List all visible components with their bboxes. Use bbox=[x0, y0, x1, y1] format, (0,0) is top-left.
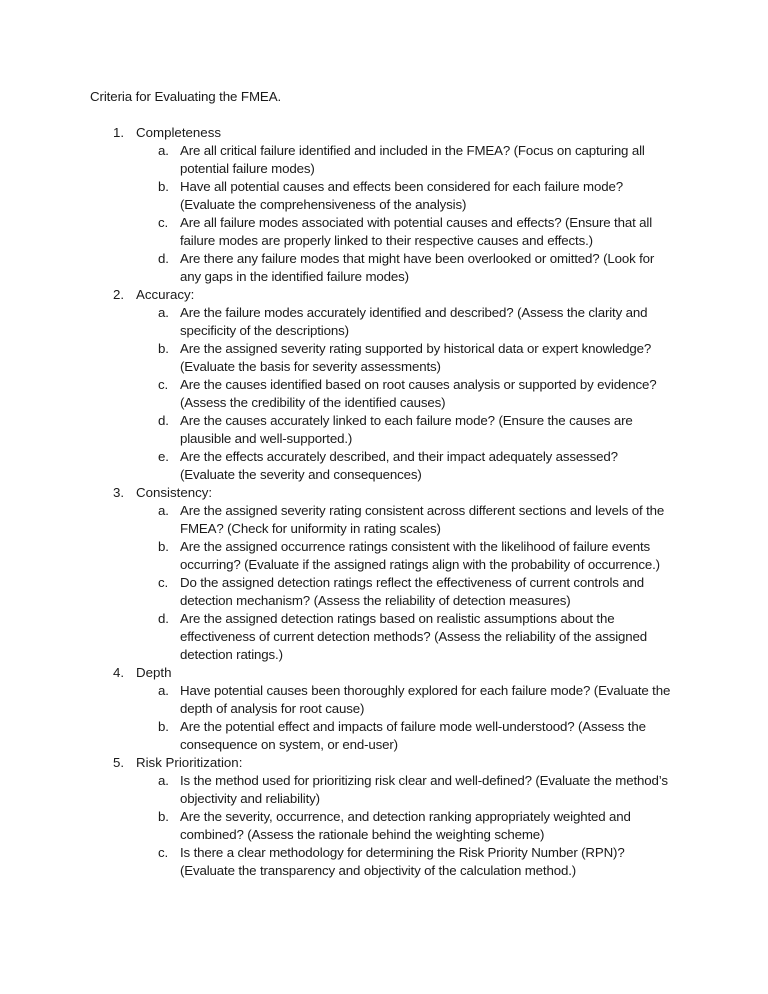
item-letter: b. bbox=[158, 539, 169, 554]
item-text: Are the causes identified based on root causes analysis or supported by evidence? (Assess the credibility of the identified causes) bbox=[180, 377, 657, 410]
criteria-items bbox=[90, 142, 690, 286]
section-heading bbox=[90, 124, 690, 142]
criteria-items bbox=[90, 772, 690, 880]
item-text: Are the failure modes accurately identified and described? (Assess the clarity and specificity of the descriptions) bbox=[180, 305, 648, 338]
list-item bbox=[90, 718, 674, 754]
list-item bbox=[90, 502, 674, 538]
item-letter: a. bbox=[158, 683, 169, 698]
item-letter: a. bbox=[158, 773, 169, 788]
criteria-list bbox=[90, 124, 690, 880]
section-depth bbox=[90, 664, 690, 754]
criteria-items bbox=[90, 502, 690, 664]
item-text: Are the severity, occurrence, and detection ranking appropriately weighted and combined? (Assess the rationale behind the weighting scheme) bbox=[180, 809, 631, 842]
item-text: Are the assigned severity rating supported by historical data or expert knowledge? (Evaluate the basis for severity assessments) bbox=[180, 341, 652, 374]
item-letter: c. bbox=[158, 377, 169, 392]
section-heading bbox=[90, 664, 690, 682]
item-letter: d. bbox=[158, 251, 169, 266]
item-letter: c. bbox=[158, 845, 169, 860]
item-letter: b. bbox=[158, 179, 169, 194]
list-item bbox=[90, 448, 674, 484]
section-heading bbox=[90, 484, 690, 502]
section-heading bbox=[90, 286, 690, 304]
item-letter: b. bbox=[158, 341, 169, 356]
section-label: Depth bbox=[136, 665, 172, 680]
item-text: Have all potential causes and effects been considered for each failure mode? (Evaluate the comprehensiveness of the analysis) bbox=[180, 179, 623, 212]
section-accuracy bbox=[90, 286, 690, 484]
section-number: 4. bbox=[113, 665, 125, 680]
item-letter: b. bbox=[158, 809, 169, 824]
list-item bbox=[90, 844, 674, 880]
item-text: Are there any failure modes that might have been overlooked or omitted? (Look for any gaps in the identified failure modes) bbox=[180, 251, 655, 284]
item-letter: a. bbox=[158, 503, 169, 518]
item-text: Are the assigned occurrence ratings consistent with the likelihood of failure events occurring? (Evaluate if the assigned ratings align with the probability of occurrence.) bbox=[180, 539, 660, 572]
list-item bbox=[90, 610, 674, 664]
section-label: Consistency: bbox=[136, 485, 213, 500]
item-text: Are the potential effect and impacts of failure mode well-understood? (Assess the consequence on system, or end-user) bbox=[180, 719, 646, 752]
section-label: Completeness bbox=[136, 125, 221, 140]
item-letter: d. bbox=[158, 611, 169, 626]
section-number: 3. bbox=[113, 485, 125, 500]
list-item bbox=[90, 808, 674, 844]
criteria-items bbox=[90, 304, 690, 484]
list-item bbox=[90, 214, 674, 250]
document-title: Criteria for Evaluating the FMEA. bbox=[90, 89, 282, 104]
item-letter: c. bbox=[158, 575, 169, 590]
item-text: Are all critical failure identified and included in the FMEA? (Focus on capturing all potential failure modes) bbox=[180, 143, 645, 176]
item-text: Have potential causes been thoroughly explored for each failure mode? (Evaluate the depth of analysis for root cause) bbox=[180, 683, 671, 716]
item-letter: a. bbox=[158, 305, 169, 320]
section-number: 1. bbox=[113, 125, 125, 140]
item-letter: c. bbox=[158, 215, 169, 230]
item-letter: a. bbox=[158, 143, 169, 158]
list-item bbox=[90, 574, 674, 610]
list-item bbox=[90, 682, 674, 718]
item-text: Is there a clear methodology for determining the Risk Priority Number (RPN)? (Evaluate the transparency and objectivity of the calculation method.) bbox=[180, 845, 625, 878]
list-item bbox=[90, 772, 674, 808]
section-number: 5. bbox=[113, 755, 125, 770]
list-item bbox=[90, 376, 674, 412]
list-item bbox=[90, 538, 674, 574]
list-item bbox=[90, 412, 674, 448]
item-text: Are the assigned severity rating consistent across different sections and levels of the FMEA? (Check for uniformity in rating scales) bbox=[180, 503, 665, 536]
item-text: Are the assigned detection ratings based on realistic assumptions about the effectiveness of current detection methods? (Assess the reliability of the assigned detection ratings.) bbox=[180, 611, 647, 662]
section-risk-prioritization bbox=[90, 754, 690, 880]
criteria-items bbox=[90, 682, 690, 754]
list-item bbox=[90, 304, 674, 340]
item-letter: d. bbox=[158, 413, 169, 428]
item-text: Are all failure modes associated with potential causes and effects? (Ensure that all failure modes are properly linked to their respective causes and effects.) bbox=[180, 215, 653, 248]
section-number: 2. bbox=[113, 287, 125, 302]
list-item bbox=[90, 250, 674, 286]
section-label: Accuracy: bbox=[136, 287, 195, 302]
list-item bbox=[90, 142, 674, 178]
item-text: Are the causes accurately linked to each failure mode? (Ensure the causes are plausible and well-supported.) bbox=[180, 413, 633, 446]
section-label: Risk Prioritization: bbox=[136, 755, 243, 770]
section-heading bbox=[90, 754, 690, 772]
section-completeness bbox=[90, 124, 690, 286]
item-text: Do the assigned detection ratings reflect the effectiveness of current controls and detection mechanism? (Assess the reliability of detection measures) bbox=[180, 575, 645, 608]
item-text: Is the method used for prioritizing risk clear and well-defined? (Evaluate the method’s objectivity and reliability) bbox=[180, 773, 668, 806]
list-item bbox=[90, 178, 674, 214]
section-consistency bbox=[90, 484, 690, 664]
item-text: Are the effects accurately described, and their impact adequately assessed? (Evaluate the severity and consequences) bbox=[180, 449, 618, 482]
list-item bbox=[90, 340, 674, 376]
item-letter: b. bbox=[158, 719, 169, 734]
item-letter: e. bbox=[158, 449, 169, 464]
